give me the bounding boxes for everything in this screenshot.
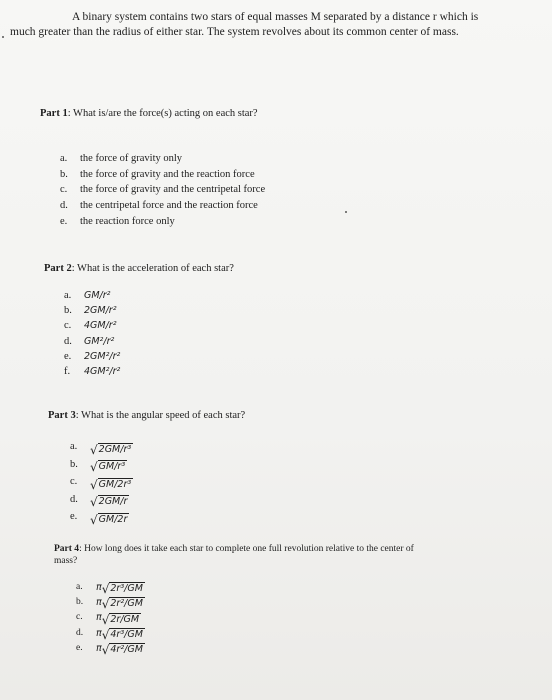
option[interactable] — [64, 303, 120, 318]
part-4-options — [76, 580, 145, 656]
option[interactable] — [70, 473, 133, 491]
sqrt-icon: √ — [101, 643, 110, 658]
radicand: 2r³/GM — [110, 583, 143, 595]
option-letter: d. — [60, 200, 68, 212]
part-2-question: : What is the acceleration of each star? — [71, 263, 234, 274]
part-2-label: Part 2 — [44, 263, 72, 274]
option-letter: a. — [70, 441, 78, 452]
option-letter: b. — [64, 305, 72, 317]
problem-intro — [0, 10, 552, 40]
option-formula — [90, 508, 129, 526]
pi-symbol: π — [96, 582, 102, 593]
option-text: the force of gravity only — [80, 153, 183, 164]
option[interactable] — [76, 580, 145, 595]
part-3-question: : What is the angular speed of each star? — [75, 410, 246, 421]
option-text: the reaction force only — [80, 215, 175, 227]
sqrt-icon: √ — [90, 477, 98, 492]
option-formula — [102, 580, 145, 595]
part-2-title — [44, 262, 234, 275]
intro-line-1: A binary system contains two stars of equal masses M separated by a distance r which is — [72, 11, 479, 23]
sqrt-icon: √ — [101, 582, 110, 597]
option-formula: GM²/r² — [84, 335, 115, 347]
option[interactable] — [64, 318, 120, 333]
option[interactable] — [76, 626, 145, 641]
sqrt-icon: √ — [90, 460, 98, 474]
option-letter: e. — [76, 642, 83, 653]
option-letter: c. — [64, 320, 72, 332]
option-letter: a. — [64, 290, 72, 301]
part-4-title — [54, 543, 534, 567]
part-3-title — [48, 409, 245, 422]
option-text: the force of gravity and the centripetal force — [80, 184, 266, 196]
option[interactable] — [70, 491, 133, 509]
sqrt-icon: √ — [90, 495, 98, 509]
option-formula: 4GM²/r² — [84, 366, 121, 378]
option-formula — [102, 610, 141, 625]
option-letter: e. — [60, 215, 68, 227]
part-1-question: : What is/are the force(s) acting on each star? — [67, 108, 258, 119]
option[interactable] — [76, 610, 145, 625]
pi-symbol: π — [96, 627, 102, 639]
radicand: 2r/GM — [110, 613, 140, 625]
option-formula — [90, 438, 133, 456]
option-letter: b. — [70, 458, 78, 470]
radicand: 4r²/GM — [110, 644, 143, 656]
option-letter: b. — [60, 168, 68, 180]
option-letter: e. — [64, 350, 72, 362]
option-letter: b. — [76, 597, 84, 608]
intro-line-2: much greater than the radius of either star. The system revolves about its common center of mass. — [10, 26, 459, 38]
option-letter: e. — [70, 511, 78, 522]
sqrt-icon: √ — [90, 512, 98, 527]
option-text: the centripetal force and the reaction force — [80, 200, 258, 212]
option[interactable] — [70, 438, 133, 456]
option-letter: d. — [76, 627, 84, 638]
radicand: 4r³/GM — [110, 628, 143, 640]
option-letter: c. — [60, 184, 68, 196]
sqrt-icon: √ — [101, 597, 110, 612]
part-4-question: : How long does it take each star to complete one full revolution relative to the center of — [79, 544, 414, 554]
option[interactable] — [76, 595, 145, 610]
option-letter: a. — [76, 582, 83, 592]
option[interactable] — [60, 151, 265, 167]
part-4-question-cont: mass? — [54, 556, 78, 566]
option[interactable] — [60, 214, 265, 230]
part-2-options — [64, 288, 120, 379]
radicand: 2r²/GM — [110, 598, 143, 610]
option[interactable] — [60, 182, 265, 198]
option[interactable] — [64, 364, 120, 379]
option[interactable] — [64, 349, 120, 364]
pi-symbol: π — [96, 642, 102, 654]
option-formula — [90, 491, 129, 509]
option[interactable] — [60, 198, 265, 214]
option-formula — [102, 595, 145, 610]
option-formula: 2GM/r² — [84, 305, 117, 317]
part-3-label: Part 3 — [48, 410, 76, 421]
option[interactable] — [60, 167, 265, 183]
sqrt-icon: √ — [101, 627, 110, 642]
part-1-title — [40, 107, 258, 120]
option[interactable] — [64, 288, 120, 303]
option-formula — [90, 456, 127, 474]
option-letter: c. — [76, 612, 83, 623]
option-formula — [102, 626, 145, 641]
option-letter: d. — [64, 335, 72, 347]
option[interactable] — [70, 456, 133, 474]
option[interactable] — [64, 334, 120, 349]
option-formula — [90, 473, 133, 491]
part-4-label: Part 4 — [54, 544, 80, 554]
option-letter: f. — [64, 366, 71, 378]
option[interactable] — [70, 508, 133, 526]
option-formula — [102, 641, 145, 656]
pi-symbol: π — [96, 612, 102, 624]
radicand: GM/r³ — [98, 461, 126, 472]
pi-symbol: π — [96, 597, 102, 609]
radicand: GM/2r³ — [98, 478, 132, 490]
option-letter: a. — [60, 153, 68, 164]
part-1-options — [60, 151, 265, 230]
option-letter: c. — [70, 476, 78, 487]
option-formula: 4GM/r² — [84, 320, 117, 332]
part-1-label: Part 1 — [40, 108, 68, 119]
radicand: 2GM/r³ — [98, 443, 132, 455]
stray-mark — [345, 211, 347, 213]
sqrt-icon: √ — [101, 612, 110, 627]
option-letter: d. — [70, 493, 78, 505]
part-3-options — [70, 438, 133, 526]
sqrt-icon: √ — [90, 442, 98, 457]
option-text: the force of gravity and the reaction force — [80, 168, 255, 180]
radicand: 2GM/r — [98, 496, 128, 507]
option[interactable] — [76, 641, 145, 656]
option-formula: GM/r² — [84, 290, 111, 301]
option-formula: 2GM²/r² — [84, 350, 121, 362]
radicand: GM/2r — [98, 513, 128, 525]
